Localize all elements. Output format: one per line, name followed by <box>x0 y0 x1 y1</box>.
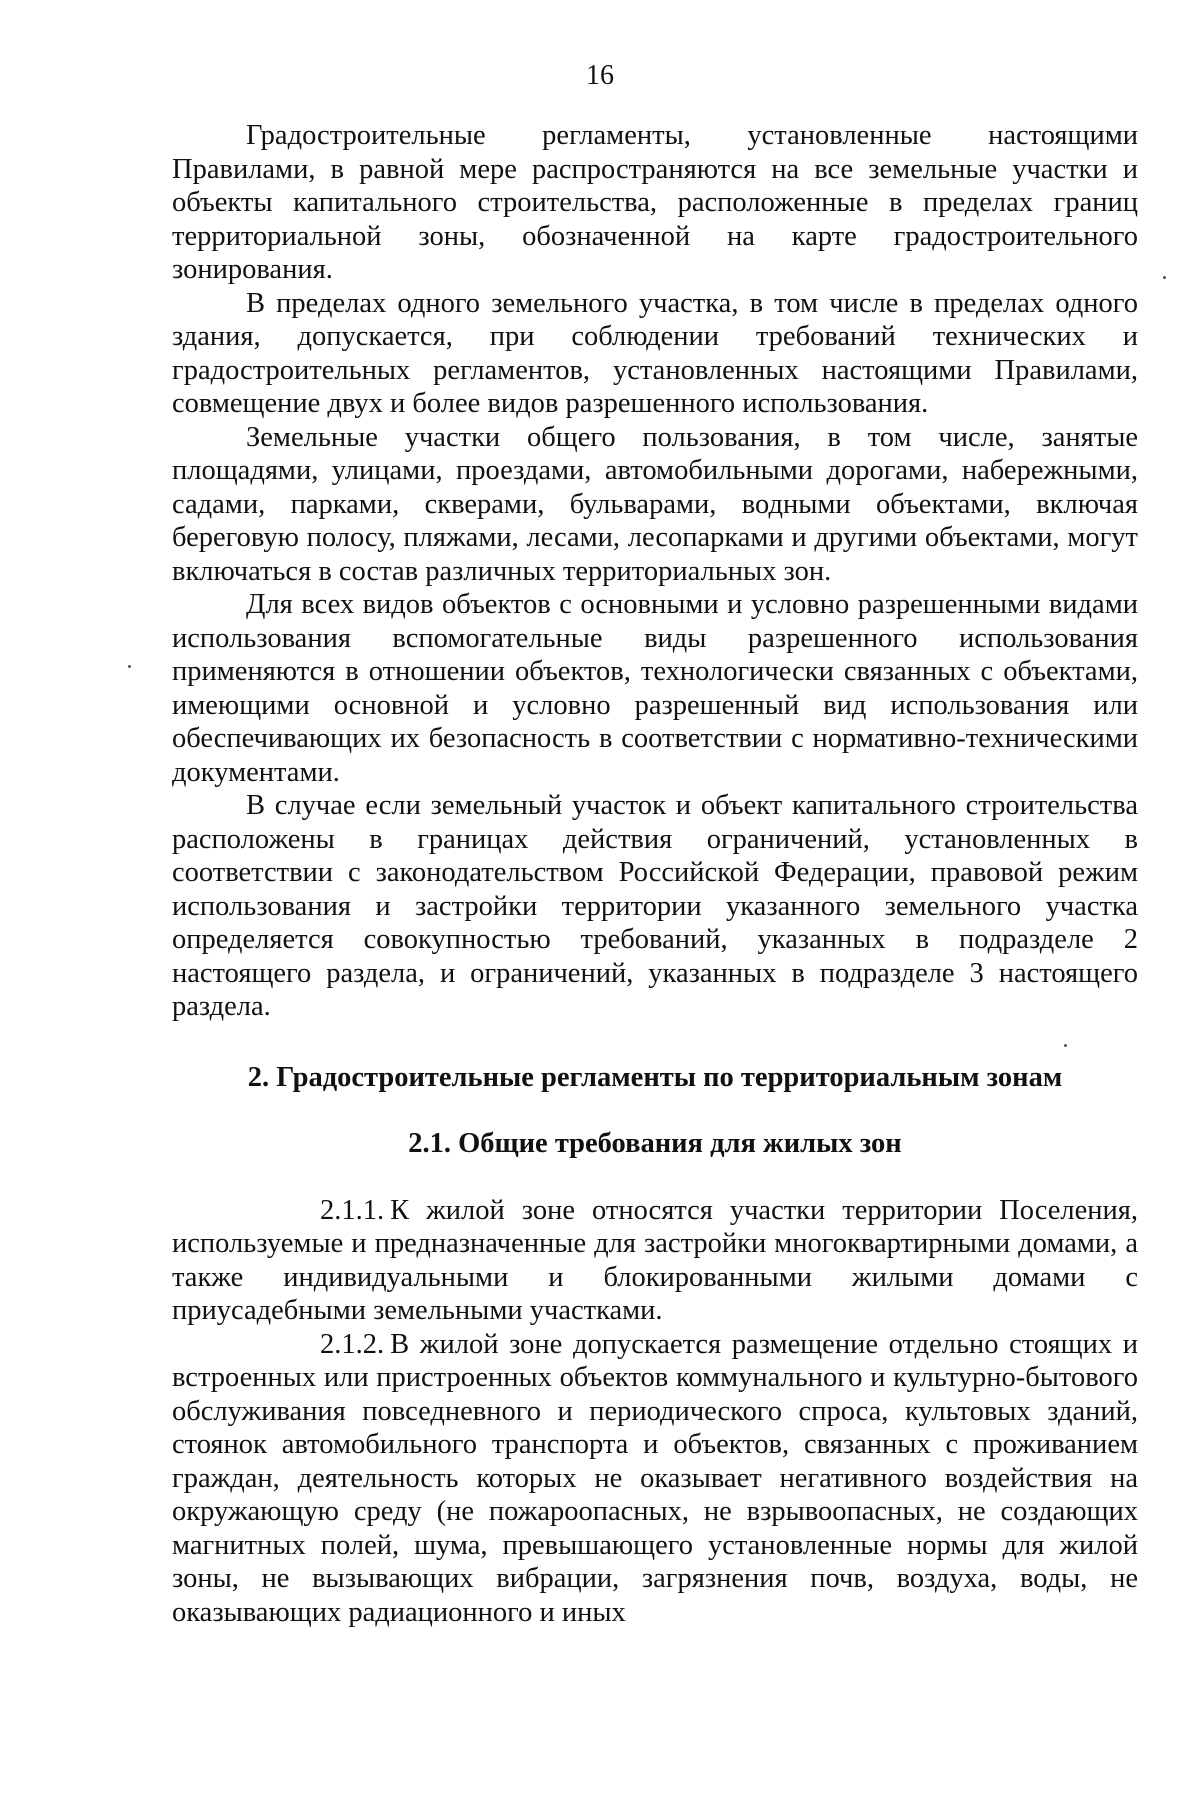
clause-text: В жилой зоне допускается размещение отдельно стоящих и встроенных или пристроенных объектов коммунального и культурно-бытового обслуживания повседневного и периодического спроса, культовых зданий, стоянок автомобильного транспорта и объектов, связанных с проживанием граждан, деятельность которых не оказывает негативного воздействия на окружающую среду (не пожароопасных, не взрывоопасных, не создающих магнитных полей, шума, превышающего установленные нормы для жилой зоны, не вызывающих вибрации, загрязнения почв, воздуха, воды, не оказывающих радиационного и иных <box>172 1328 1138 1628</box>
paragraph-public-land: Земельные участки общего пользования, в том числе, занятые площадями, улицами, проездами, автомобильными дорогами, набережными, садами, парками, скверами, бульварами, водными объектами, включая береговую полосу, пляжами, лесами, лесопарками и другими объектами, могут включаться в состав различных территориальных зон. <box>172 421 1138 587</box>
document-body <box>172 119 1138 1629</box>
paragraph-auxiliary-use: Для всех видов объектов с основными и условно разрешенными видами использования вспомогательные виды разрешенного использования применяются в отношении объектов, технологически связанных с объектами, имеющими основной и условно разрешенный вид использования или обеспечивающих их безопасность в соответствии с нормативно-техническими документами. <box>172 589 1138 788</box>
scan-speck <box>128 665 131 668</box>
subsection-heading: 2.1. Общие требования для жилых зон <box>408 1128 902 1159</box>
paragraph-combined-use: В пределах одного земельного участка, в том числе в пределах одного здания, допускается, при соблюдении требований технических и градостроительных регламентов, установленных настоящими Правилами, совмещение двух и более видов разрешенного использования. <box>172 287 1138 419</box>
clause-2-1-1 <box>172 1194 1138 1328</box>
section-heading: 2. Градостроительные регламенты по территориальным зонам <box>247 1061 1063 1093</box>
clause-number: 2.1.2. <box>320 1328 385 1360</box>
clause-2-1-2 <box>172 1328 1138 1630</box>
scan-speck <box>1064 1044 1067 1047</box>
paragraph-regulations-scope: Градостроительные регламенты, установленные настоящими Правилами, в равной мере распространяются на все земельные участки и объекты капитального строительства, расположенные в пределах границ территориальной зоны, обозначенной на карте градостроительного зонирования. <box>172 120 1138 285</box>
clause-number: 2.1.1. <box>320 1194 385 1226</box>
paragraph-restrictions: В случае если земельный участок и объект капитального строительства расположены в границах действия ограничений, установленных в соответствии с законодательством Российской Федерации, правовой режим использования и застройки территории указанного земельного участка определяется совокупностью требований, указанных в подразделе 2 настоящего раздела, и ограничений, указанных в подразделе 3 настоящего раздела. <box>172 790 1138 1022</box>
scan-speck <box>1163 276 1166 279</box>
clause-text: К жилой зоне относятся участки территории Поселения, используемые и предназначенные для застройки многоквартирными домами, а также индивидуальными и блокированными жилыми домами с приусадебными земельными участками. <box>172 1194 1138 1326</box>
page-number: 16 <box>586 60 614 91</box>
